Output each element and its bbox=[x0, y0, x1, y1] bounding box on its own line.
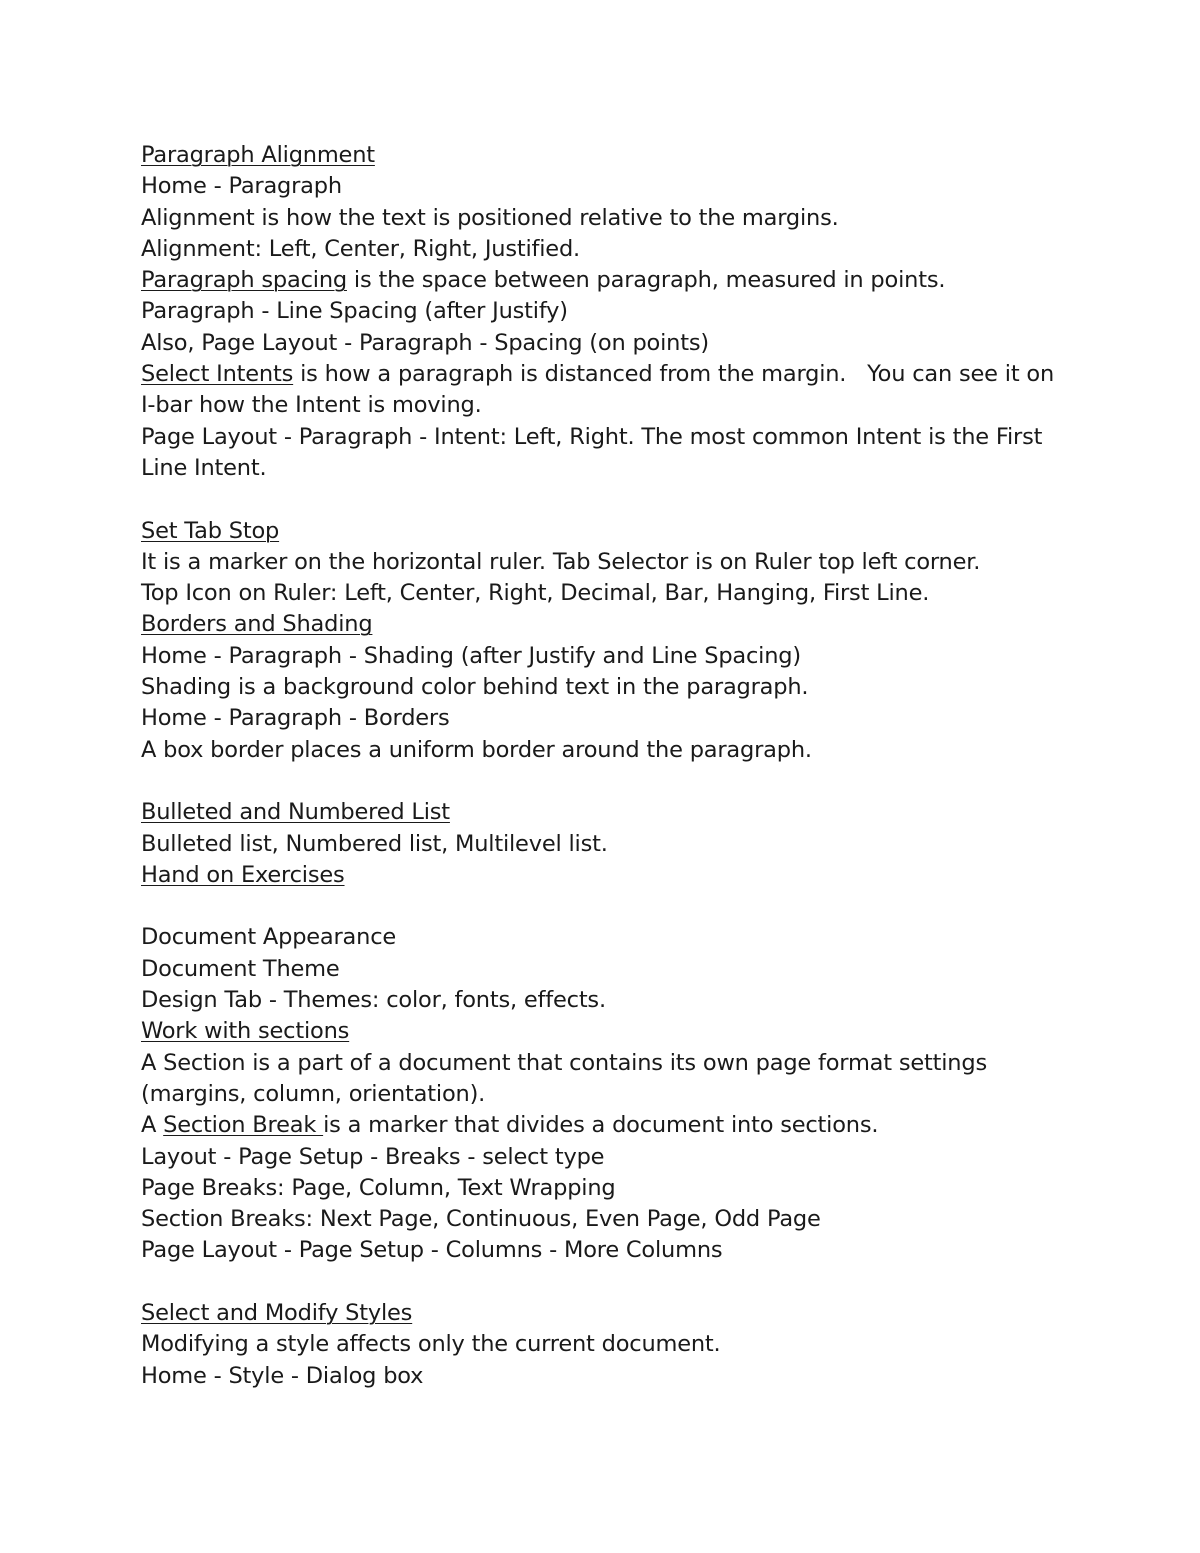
heading-bulleted-numbered-list: Bulleted and Numbered List bbox=[141, 799, 450, 826]
indent-term: Select Intents bbox=[141, 361, 294, 388]
alignment-options: Alignment: Left, Center, Right, Justified. bbox=[141, 235, 580, 262]
indent-text: is how a paragraph is distanced from the margin. You can see it on I-bar how the Intent is moving. bbox=[141, 361, 1061, 419]
section-definition: A Section is a part of a document that contains its own page format settings (margins, column, orientation). bbox=[141, 1049, 994, 1107]
section-break-text: is a marker that divides a document into sections. bbox=[323, 1112, 879, 1139]
styles-definition: Modifying a style affects only the current document. bbox=[141, 1331, 721, 1358]
tab-stop-icons: Top Icon on Ruler: Left, Center, Right, Decimal, Bar, Hanging, First Line. bbox=[141, 580, 930, 607]
tab-stop-definition: It is a marker on the horizontal ruler. Tab Selector is on Ruler top left corner. bbox=[141, 548, 981, 575]
alignment-path: Home - Paragraph bbox=[141, 173, 342, 200]
section-break-prefix: A bbox=[141, 1112, 164, 1139]
heading-borders-shading: Borders and Shading bbox=[141, 611, 373, 638]
spacing-alt-path: Also, Page Layout - Paragraph - Spacing (on points) bbox=[141, 329, 709, 356]
document-appearance-title: Document Appearance bbox=[141, 924, 397, 951]
heading-paragraph-alignment: Paragraph Alignment bbox=[141, 142, 375, 168]
document-body bbox=[141, 140, 1061, 1392]
section-breaks: Section Breaks: Next Page, Continuous, Even Page, Odd Page bbox=[141, 1206, 821, 1233]
spacer bbox=[141, 484, 1061, 515]
list-types: Bulleted list, Numbered list, Multilevel list. bbox=[141, 830, 608, 857]
columns-path: Page Layout - Page Setup - Columns - More Columns bbox=[141, 1237, 723, 1264]
spacer bbox=[141, 1267, 1061, 1298]
indent-paragraph bbox=[141, 359, 1061, 422]
breaks-path: Layout - Page Setup - Breaks - select type bbox=[141, 1143, 605, 1170]
section-break-term: Section Break bbox=[163, 1112, 324, 1139]
heading-select-modify-styles: Select and Modify Styles bbox=[141, 1299, 413, 1326]
heading-set-tab-stop: Set Tab Stop bbox=[141, 517, 280, 544]
heading-work-with-sections: Work with sections bbox=[141, 1018, 350, 1045]
paragraph-spacing-text: is the space between paragraph, measured in points. bbox=[346, 267, 946, 294]
borders-path: Home - Paragraph - Borders bbox=[141, 705, 450, 732]
borders-definition: A box border places a uniform border around the paragraph. bbox=[141, 736, 812, 763]
page-breaks: Page Breaks: Page, Column, Text Wrapping bbox=[141, 1174, 616, 1201]
heading-hand-on-exercises: Hand on Exercises bbox=[141, 861, 345, 888]
design-tab-path: Design Tab - Themes: color, fonts, effects. bbox=[141, 987, 606, 1014]
styles-path: Home - Style - Dialog box bbox=[141, 1362, 424, 1389]
alignment-definition: Alignment is how the text is positioned relative to the margins. bbox=[141, 204, 839, 231]
document-theme-title: Document Theme bbox=[141, 955, 340, 982]
shading-definition: Shading is a background color behind text in the paragraph. bbox=[141, 674, 809, 701]
spacer bbox=[141, 766, 1061, 797]
section-break-line bbox=[141, 1110, 1061, 1141]
line-spacing-path: Paragraph - Line Spacing (after Justify) bbox=[141, 298, 568, 325]
paragraph-spacing-term: Paragraph spacing bbox=[141, 267, 347, 294]
paragraph-spacing-line bbox=[141, 265, 1061, 296]
indent-path: Page Layout - Paragraph - Intent: Left, Right. The most common Intent is the First Line Intent. bbox=[141, 423, 1050, 481]
shading-path: Home - Paragraph - Shading (after Justify and Line Spacing) bbox=[141, 642, 801, 669]
spacer bbox=[141, 891, 1061, 922]
